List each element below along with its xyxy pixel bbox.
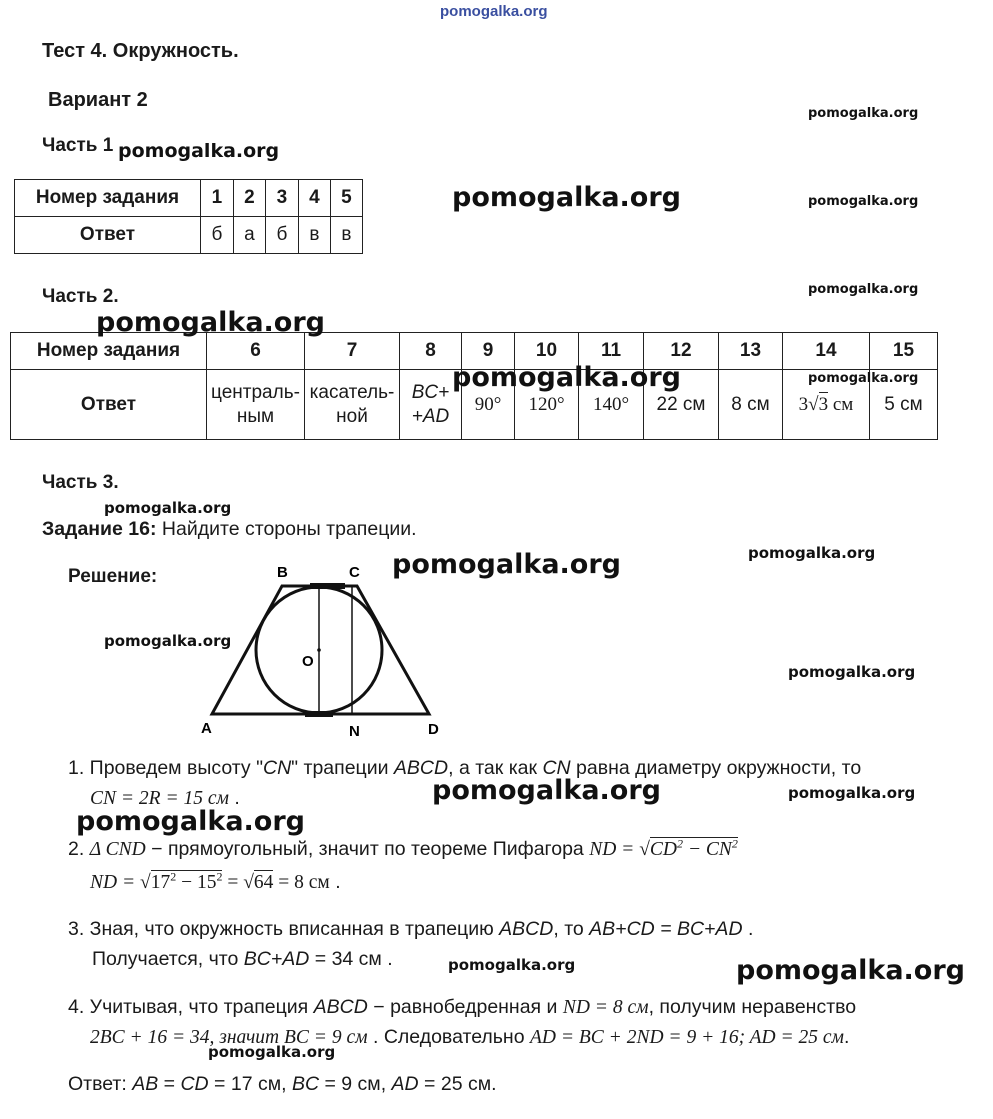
radicand xyxy=(151,870,223,893)
part3-heading: Часть 3. xyxy=(42,472,119,493)
part1-answer-cell: в xyxy=(330,217,362,254)
part2-answer-cell: 8 см xyxy=(719,370,783,440)
exponent: 2 xyxy=(677,836,683,851)
part1-answer-cell: б xyxy=(201,217,234,254)
exponent: 2 xyxy=(170,869,177,884)
part1-table xyxy=(14,179,363,254)
final-answer xyxy=(68,1073,497,1096)
formula: CN = 2R = 15 см xyxy=(90,788,229,809)
text: , получим неравенство xyxy=(648,996,857,1018)
part2-answer-cell: 5 см xyxy=(870,370,938,440)
watermark-text: pomogalka.org xyxy=(788,784,916,802)
part2-task-number: 11 xyxy=(579,333,644,370)
step-3 xyxy=(68,918,753,941)
watermark-text: pomogalka.org xyxy=(452,182,681,213)
part1-answer-cell: б xyxy=(265,217,298,254)
answer-line: BC+ xyxy=(411,381,450,403)
math: ABCD xyxy=(393,757,449,779)
step-2-formula xyxy=(90,871,341,894)
text: . xyxy=(844,1026,850,1048)
math: AB+CD = BC+AD xyxy=(589,918,743,940)
math: AD = BC + 2ND = 9 + 16; AD = 25 см xyxy=(529,1027,844,1048)
label-d: D xyxy=(428,721,439,738)
radicand: 64 xyxy=(253,872,274,893)
watermark-text: pomogalka.org xyxy=(736,955,965,986)
watermark-text: pomogalka.org xyxy=(392,549,621,580)
math: CD xyxy=(180,1073,209,1095)
watermark-text: pomogalka.org xyxy=(452,362,681,393)
text: 4. Учитывая, что трапеция xyxy=(68,996,314,1018)
watermark-text: pomogalka.org xyxy=(104,499,232,517)
math: ABCD xyxy=(499,918,554,940)
top-watermark: pomogalka.org xyxy=(440,3,548,20)
answer-line: централь- xyxy=(211,381,300,403)
math: = 8 см xyxy=(273,872,330,893)
part2-answer-cell xyxy=(305,370,400,440)
answer-coef: 3 xyxy=(798,393,809,415)
part2-answer-cell: 140° xyxy=(579,370,644,440)
text: " трапеции xyxy=(291,757,394,779)
answer-line: ным xyxy=(236,405,275,427)
watermark-text: pomogalka.org xyxy=(208,1043,336,1061)
math: CN xyxy=(542,757,571,779)
part2-answer-cell: 22 см xyxy=(644,370,719,440)
math: BC+AD xyxy=(243,948,310,970)
math: ND = xyxy=(90,872,140,893)
answer-unit: см xyxy=(828,393,854,415)
math: ABCD xyxy=(313,996,368,1018)
math: − CN xyxy=(683,839,732,860)
step-2 xyxy=(68,838,738,861)
text: = 17 см, xyxy=(208,1073,292,1095)
answer-line: +AD xyxy=(411,405,450,427)
text: = 34 см . xyxy=(309,948,393,970)
radicand xyxy=(650,837,738,860)
sqrt-sign: √ xyxy=(140,872,151,893)
math: CN xyxy=(263,757,292,779)
watermark-text: pomogalka.org xyxy=(118,140,280,162)
math: ND = xyxy=(589,839,640,860)
solution-label: Решение: xyxy=(68,566,158,587)
part2-task-number: 8 xyxy=(400,333,462,370)
step-4 xyxy=(68,996,856,1019)
math: ND = 8 см xyxy=(562,997,649,1018)
text: = xyxy=(158,1073,181,1095)
math: CD xyxy=(649,839,677,860)
label-c: C xyxy=(349,564,360,581)
variant-heading: Вариант 2 xyxy=(48,89,148,111)
center-point xyxy=(317,648,321,652)
sqrt-sign: √ xyxy=(243,872,254,893)
label-a: A xyxy=(201,720,212,737)
part1-task-number: 5 xyxy=(330,180,362,217)
text: , то xyxy=(553,918,590,940)
page-title: Тест 4. Окружность. xyxy=(42,40,239,62)
text: . Следовательно xyxy=(367,1026,530,1048)
watermark-text: pomogalka.org xyxy=(76,806,305,837)
text: 1. Проведем высоту " xyxy=(68,757,263,779)
text: . xyxy=(742,918,754,940)
text: − равнобедренная и xyxy=(367,996,563,1018)
watermark-text: pomogalka.org xyxy=(808,371,919,386)
part1-heading: Часть 1 xyxy=(42,135,114,156)
watermark-text: pomogalka.org xyxy=(808,106,919,121)
trapezoid-figure xyxy=(195,555,445,745)
watermark-text: pomogalka.org xyxy=(96,307,325,338)
text: = 25 см. xyxy=(418,1073,497,1095)
math: 17 xyxy=(150,872,171,893)
answer-radicand: 3 xyxy=(818,393,829,415)
text: равна диаметру окружности, то xyxy=(570,757,862,779)
part2-task-number: 10 xyxy=(515,333,579,370)
text: − прямоугольный, значит по теореме Пифагора xyxy=(145,838,590,860)
part1-task-number: 4 xyxy=(298,180,330,217)
text: Получается, что xyxy=(92,948,244,970)
math: AD xyxy=(391,1073,419,1095)
watermark-text: pomogalka.org xyxy=(808,282,919,297)
label-n: N xyxy=(349,723,360,740)
part2-heading: Часть 2. xyxy=(42,286,119,307)
math: BC xyxy=(291,1073,320,1095)
text: = 9 см, xyxy=(319,1073,392,1095)
part1-task-header: Номер задания xyxy=(15,180,201,217)
part2-answer-header: Ответ xyxy=(11,370,207,440)
watermark-text: pomogalka.org xyxy=(748,544,876,562)
exponent: 2 xyxy=(216,869,223,884)
watermark-text: pomogalka.org xyxy=(432,775,661,806)
task16-label: Задание 16: xyxy=(42,518,157,540)
part2-task-header: Номер задания xyxy=(11,333,207,370)
text: , а так как xyxy=(448,757,543,779)
text: . xyxy=(228,787,240,809)
part2-task-number: 14 xyxy=(783,333,870,370)
part2-answer-cell: 90° xyxy=(462,370,515,440)
step-3-line2 xyxy=(92,948,393,971)
part2-task-number: 6 xyxy=(207,333,305,370)
text: 3. Зная, что окружность вписанная в трапецию xyxy=(68,918,500,940)
watermark-text: pomogalka.org xyxy=(448,956,576,974)
part2-task-number: 12 xyxy=(644,333,719,370)
text: Ответ: xyxy=(68,1073,133,1095)
text: 2. xyxy=(68,838,90,860)
part1-task-number: 3 xyxy=(265,180,298,217)
answer-line: ной xyxy=(336,405,368,427)
task16 xyxy=(42,518,417,541)
task16-text: Найдите стороны трапеции. xyxy=(156,518,417,540)
label-b: B xyxy=(277,564,288,581)
part2-task-number: 7 xyxy=(305,333,400,370)
math: Δ CND xyxy=(89,839,146,860)
part2-task-number: 15 xyxy=(870,333,938,370)
exponent: 2 xyxy=(731,836,738,851)
label-o: O xyxy=(302,653,314,670)
answer-line: касатель- xyxy=(309,381,395,403)
watermark-text: pomogalka.org xyxy=(104,632,232,650)
sqrt-sign: √ xyxy=(808,393,819,415)
text: . xyxy=(329,871,341,893)
part2-answer-cell xyxy=(207,370,305,440)
math: = xyxy=(222,872,244,893)
part1-answer-cell: а xyxy=(233,217,265,254)
part1-answer-header: Ответ xyxy=(15,217,201,254)
part1-answer-cell: в xyxy=(298,217,330,254)
part1-task-number: 2 xyxy=(233,180,265,217)
math: 2BC + 16 = 34, значит BC = 9 см xyxy=(90,1027,368,1048)
part2-task-number: 13 xyxy=(719,333,783,370)
part2-task-number: 9 xyxy=(462,333,515,370)
watermark-text: pomogalka.org xyxy=(788,663,916,681)
step-4-line2 xyxy=(90,1026,849,1049)
part2-answer-cell: 120° xyxy=(515,370,579,440)
part1-task-number: 1 xyxy=(201,180,234,217)
sqrt-sign: √ xyxy=(639,839,650,860)
math: AB xyxy=(132,1073,159,1095)
watermark-text: pomogalka.org xyxy=(808,194,919,209)
math: − 15 xyxy=(176,872,217,893)
